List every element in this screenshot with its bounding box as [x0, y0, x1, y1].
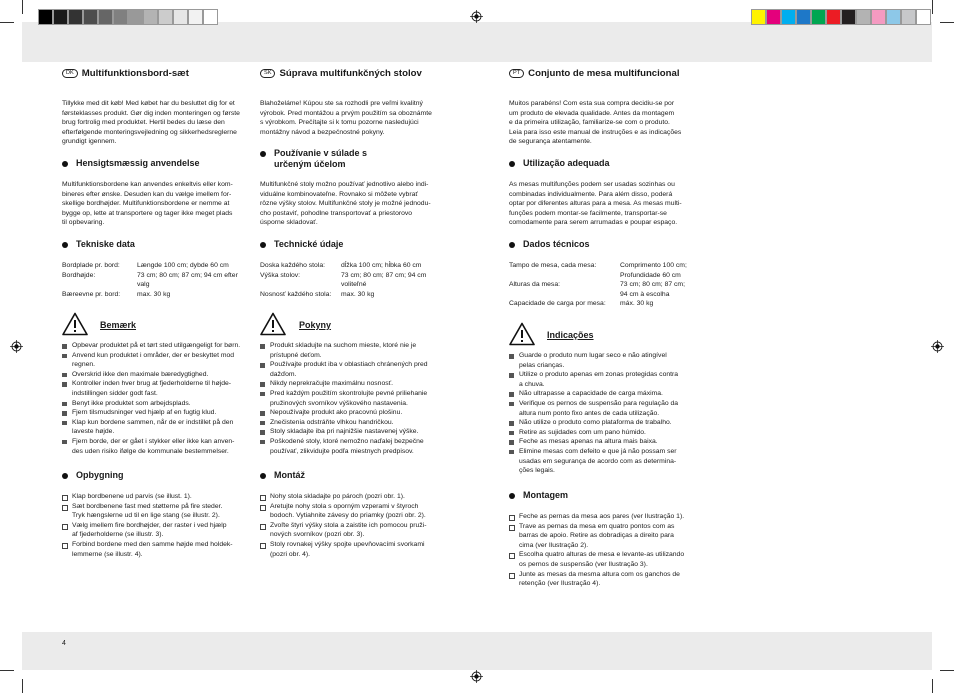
- crop-mark: [0, 22, 14, 23]
- subheading-intended-use-pt: Utilização adequada: [509, 158, 610, 169]
- crop-mark: [22, 0, 23, 14]
- technical-data-table-dk: [62, 261, 238, 299]
- bottom-print-band: [22, 632, 932, 670]
- color-swatch: [811, 9, 826, 25]
- list-item: Feche as pernas da mesa aos pares (ver Ilustração 1).: [509, 512, 704, 522]
- table-row: [509, 280, 687, 299]
- subheading-assembly-dk: Opbygning: [62, 470, 124, 481]
- list-item: Utilize o produto apenas em zonas protegidas contra a chuva.: [509, 370, 704, 389]
- color-swatch: [53, 9, 68, 25]
- subheading-technical-data-pt: Dados técnicos: [509, 239, 590, 250]
- top-print-band: [22, 22, 932, 62]
- list-item: Anvend kun produktet i områder, der er beskyttet mod regnen.: [62, 351, 252, 370]
- language-badge: SK: [260, 69, 275, 78]
- crop-mark: [22, 679, 23, 693]
- table-row: [62, 271, 238, 290]
- crop-mark: [940, 22, 954, 23]
- color-swatch: [158, 9, 173, 25]
- table-row: [509, 261, 687, 280]
- table-value: Længde 100 cm; dybde 60 cm: [137, 262, 229, 269]
- table-value: 73 cm; 80 cm; 87 cm; 94 cm efter valg: [137, 271, 238, 289]
- text-line: funções podem montar-se facilmente, transportar-se: [509, 209, 667, 217]
- list-item: Klap bordbenene ud parvis (se illust. 1).: [62, 492, 252, 502]
- color-swatch: [38, 9, 53, 25]
- crop-mark: [940, 670, 954, 671]
- table-key: Bæreevne pr. bord:: [62, 290, 121, 298]
- text-line: cho postaviť, pohodlne transportovať a priestorovo: [260, 209, 413, 217]
- text-line: viduálne kombinovateľne. Rovnako si môžete vybrať: [260, 190, 418, 198]
- subheading-intended-use-dk: Hensigtsmæssig anvendelse: [62, 158, 200, 169]
- list-item: Pred každým použitím skontrolujte pevné priliehanie pružinových svorníkov výškového nastavenia.: [260, 389, 450, 408]
- section-title-pt: PT Conjunto de mesa multifuncional: [509, 68, 680, 79]
- table-row: [260, 261, 426, 271]
- color-swatch: [871, 9, 886, 25]
- color-swatch: [83, 9, 98, 25]
- table-value: 73 cm; 80 cm; 87 cm; 94 cm voliteľné: [341, 271, 427, 289]
- color-swatch: [916, 9, 931, 25]
- intro-text-pt: [509, 99, 681, 147]
- list-item: Aretujte nohy stola s oporným vzperami v štyroch bodoch. Vytiahnite závesy do priamky (pozri obr. 2).: [260, 502, 450, 521]
- safety-list-pt: [509, 351, 704, 476]
- text-line: Multifunkčné stoly možno používať jednotlivo alebo indi-: [260, 181, 429, 188]
- text-line: Muitos parabéns! Com esta sua compra decidiu-se por: [509, 100, 675, 107]
- registration-mark-icon: [10, 340, 23, 353]
- warning-triangle-icon: [260, 312, 286, 336]
- table-value: dĺžka 100 cm; hĺbka 60 cm: [341, 262, 422, 269]
- subheading-intended-use-sk: [260, 148, 367, 169]
- list-item: Guarde o produto num lugar seco e não atingível pelas crianças.: [509, 351, 704, 370]
- text-line: výrobok. Pred montážou a prvým použitím sa oboznámte: [260, 109, 432, 117]
- table-row: [62, 290, 238, 300]
- warning-triangle-icon: [509, 322, 535, 346]
- assembly-steps-pt: [509, 512, 704, 589]
- table-value: 73 cm; 80 cm; 87 cm; 94 cm à escolha: [620, 281, 685, 298]
- notice-heading-sk: Pokyny: [299, 320, 332, 330]
- list-item: Nohy stola skladajte po pároch (pozri obr. 1).: [260, 492, 450, 502]
- list-item: Nikdy neprekračujte maximálnu nosnosť.: [260, 379, 450, 389]
- list-item: Znečistenia odstráňte vlhkou handričkou.: [260, 418, 450, 428]
- list-item: Não utilize o produto como plataforma de trabalho.: [509, 418, 704, 428]
- intro-text-dk: [62, 99, 240, 147]
- text-line: As mesas multifunções podem ser usadas sozinhas ou: [509, 181, 675, 188]
- table-row: [260, 290, 426, 300]
- text-line: Multifunktionsbordene kan anvendes enkeltvis eller kom-: [62, 181, 233, 188]
- list-item: Opbevar produktet på et tørt sted utilgængeligt for børn.: [62, 341, 252, 351]
- list-item: Zvoľte štyri výšky stola a zaistite ich pomocou pruži- nových svorníkov (pozri obr. 3).: [260, 521, 450, 540]
- crop-mark: [932, 0, 933, 14]
- color-swatch: [68, 9, 83, 25]
- list-item: Klap kun bordene sammen, når de er indstillet på den laveste højde.: [62, 418, 252, 437]
- subheading-technical-data-sk: Technické údaje: [260, 239, 343, 250]
- list-item: Poškodené stoly, ktoré nemožno naďalej bezpečne používať, zlikvidujte podľa miestnych predpisov.: [260, 437, 450, 456]
- list-item: Trave as pernas da mesa em quatro pontos com as barras de apoio. Retire as dobradiças a direito para cima (ver Ilustração 2).: [509, 522, 704, 551]
- table-value: max. 30 kg: [341, 290, 375, 298]
- assembly-steps-sk: [260, 492, 450, 559]
- color-swatch: [841, 9, 856, 25]
- intended-use-text-dk: [62, 180, 233, 228]
- text-line: Leia para isso este manual de instruções e as indicações: [509, 128, 682, 136]
- crop-mark: [932, 679, 933, 693]
- table-row: [509, 299, 687, 309]
- text-line: brug fortrolig med produktet. Hertil bedes du læse den: [62, 119, 225, 127]
- color-swatch: [751, 9, 766, 25]
- text-line: e da primeira utilização, familiarize-se com o produto.: [509, 119, 670, 127]
- language-badge: PT: [509, 69, 524, 78]
- language-badge: DK: [62, 69, 78, 78]
- registration-mark-icon: [931, 340, 944, 353]
- list-item: Não ultrapasse a capacidade de carga máxima.: [509, 389, 704, 399]
- text-line: bygge op, lette at transportere og tager ikke meget plads: [62, 209, 233, 217]
- list-item: Junte as mesas da mesma altura com os ganchos de retenção (ver Ilustração 4).: [509, 570, 704, 589]
- subheading-technical-data-dk: Tekniske data: [62, 239, 135, 250]
- color-swatch: [826, 9, 841, 25]
- color-swatch: [781, 9, 796, 25]
- list-item: Benyt ikke produktet som arbejdsplads.: [62, 399, 252, 409]
- text-line: optar por diferentes alturas para a mesa. As mesas multi-: [509, 200, 682, 208]
- safety-list-dk: [62, 341, 252, 456]
- warning-triangle-icon: [62, 312, 88, 336]
- grayscale-color-bar: [38, 9, 218, 25]
- color-swatch: [796, 9, 811, 25]
- crop-mark: [0, 670, 14, 671]
- safety-list-sk: [260, 341, 450, 456]
- assembly-steps-dk: [62, 492, 252, 559]
- color-swatch: [886, 9, 901, 25]
- text-line: efterfølgende monteringsvejledning og sikkerhedsreglerne: [62, 128, 237, 136]
- list-item: Feche as mesas apenas na altura mais baixa.: [509, 437, 704, 447]
- list-item: Stoly skladajte iba pri najnižšie nastavenej výške.: [260, 427, 450, 437]
- text-line: rôzne výšky stolov. Multifunkčné stoly je možné jednodu-: [260, 200, 431, 208]
- list-item: Verifique os pernos de suspensão para regulação da altura num ponto fixo antes de cada utilização.: [509, 399, 704, 418]
- table-row: [260, 271, 426, 290]
- notice-heading-pt: Indicações: [547, 330, 594, 340]
- subheading-assembly-sk: Montáž: [260, 470, 305, 481]
- color-swatch: [856, 9, 871, 25]
- color-swatch: [143, 9, 158, 25]
- notice-heading-dk: Bemærk: [100, 320, 137, 330]
- table-value: max. 30 kg: [137, 290, 171, 298]
- list-item: Produkt skladujte na suchom mieste, ktoré nie je prístupné deťom.: [260, 341, 450, 360]
- list-item: Escolha quatro alturas de mesa e levante-as utilizando os pernos de suspensão (ver Ilustração 3).: [509, 550, 704, 569]
- table-key: Bordplade pr. bord:: [62, 262, 120, 269]
- list-item: Vælg imellem fire bordhøjder, der raster i ved hjælp af fjederholderne (se illustr. 3).: [62, 521, 252, 540]
- color-swatch: [98, 9, 113, 25]
- table-value: máx. 30 kg: [620, 300, 654, 308]
- color-swatch: [113, 9, 128, 25]
- list-item: Retire as sujidades com um pano húmido.: [509, 428, 704, 438]
- text-line: um produto de elevada qualidade. Antes da montagem: [509, 109, 675, 117]
- text-line: Blahoželáme! Kúpou ste sa rozhodli pre veľmi kvalitný: [260, 100, 423, 107]
- text-line: de segurança atentamente.: [509, 138, 592, 146]
- text-line: bineres efter ønske. Desuden kan du vælge imellem for-: [62, 190, 232, 198]
- text-line: grundigt igennem.: [62, 138, 117, 146]
- list-item: Elimine mesas com defeito e que já não possam ser usadas em segurança de acordo com as determina- ções legais.: [509, 447, 704, 476]
- intended-use-text-sk: [260, 180, 431, 228]
- section-title-sk: SK Súprava multifunkčných stolov: [260, 68, 422, 79]
- table-row: [62, 261, 238, 271]
- text-line: Používanie v súlade s: [274, 148, 368, 158]
- table-key: Tampo de mesa, cada mesa:: [509, 262, 597, 269]
- color-swatch: [203, 9, 218, 25]
- table-key: Doska každého stola:: [260, 262, 325, 269]
- text-line: til opbevaring.: [62, 219, 105, 227]
- list-item: Overskrid ikke den maximale bæredygtighed.: [62, 370, 252, 380]
- section-title-dk: DK Multifunktionsbord-sæt: [62, 68, 189, 79]
- page-number: 4: [62, 640, 66, 647]
- registration-mark-icon: [470, 10, 483, 23]
- registration-mark-icon: [470, 670, 483, 683]
- text-line: Tillykke med dit køb! Med købet har du besluttet dig for et: [62, 100, 235, 107]
- color-swatch: [766, 9, 781, 25]
- list-item: Nepoužívajte produkt ako pracovnú plošinu.: [260, 408, 450, 418]
- text-line: určeným účelom: [274, 158, 346, 169]
- table-value: Comprimento 100 cm; Profundidade 60 cm: [620, 262, 687, 279]
- list-item: Kontroller inden hver brug at fjederholderne til højde- indstillingen sidder godt fast.: [62, 379, 252, 398]
- text-line: úsporne skladovať.: [260, 219, 318, 227]
- list-item: Fjern borde, der er gået i stykker eller ikke kan anven- des uden risiko ifølge de kommunale bestemmelser.: [62, 437, 252, 456]
- subheading-assembly-pt: Montagem: [509, 490, 568, 501]
- text-line: førsteklasses produkt. Gør dig inden monteringen og første: [62, 109, 240, 117]
- list-item: Fjern tilsmudsninger ved hjælp af en fugtig klud.: [62, 408, 252, 418]
- list-item: Sæt bordbenene fast med støtterne på fire steder. Tryk hængslerne ud til en lige stang (se illustr. 2).: [62, 502, 252, 521]
- text-line: s výrobkom. Prečítajte si k tomu pozorne nasledujúci: [260, 119, 419, 127]
- color-swatch: [188, 9, 203, 25]
- color-swatch: [901, 9, 916, 25]
- table-key: Výška stolov:: [260, 271, 301, 279]
- text-line: combinadas individualmente. Para além disso, poderá: [509, 190, 673, 198]
- text-line: comodamente para serem arrumadas e poupar espaço.: [509, 219, 678, 227]
- table-key: Bordhøjde:: [62, 271, 96, 279]
- list-item: Forbind bordene med den samme højde med holdek- lemmerne (se illustr. 4).: [62, 540, 252, 559]
- color-swatch: [128, 9, 143, 25]
- text-line: montážny návod a bezpečnostné pokyny.: [260, 128, 385, 136]
- technical-data-table-pt: [509, 261, 687, 309]
- process-color-bar: [751, 9, 931, 25]
- color-swatch: [173, 9, 188, 25]
- table-key: Capacidade de carga por mesa:: [509, 300, 606, 308]
- intended-use-text-pt: [509, 180, 682, 228]
- list-item: Stoly rovnakej výšky spojte upevňovacími svorkami (pozri obr. 4).: [260, 540, 450, 559]
- technical-data-table-sk: [260, 261, 426, 299]
- intro-text-sk: [260, 99, 432, 137]
- table-key: Alturas da mesa:: [509, 281, 560, 289]
- list-item: Používajte produkt iba v oblastiach chránených pred dažďom.: [260, 360, 450, 379]
- table-key: Nosnosť každého stola:: [260, 290, 332, 298]
- text-line: skellige bordhøjder. Multifunktionsbordene er nemme at: [62, 200, 230, 208]
